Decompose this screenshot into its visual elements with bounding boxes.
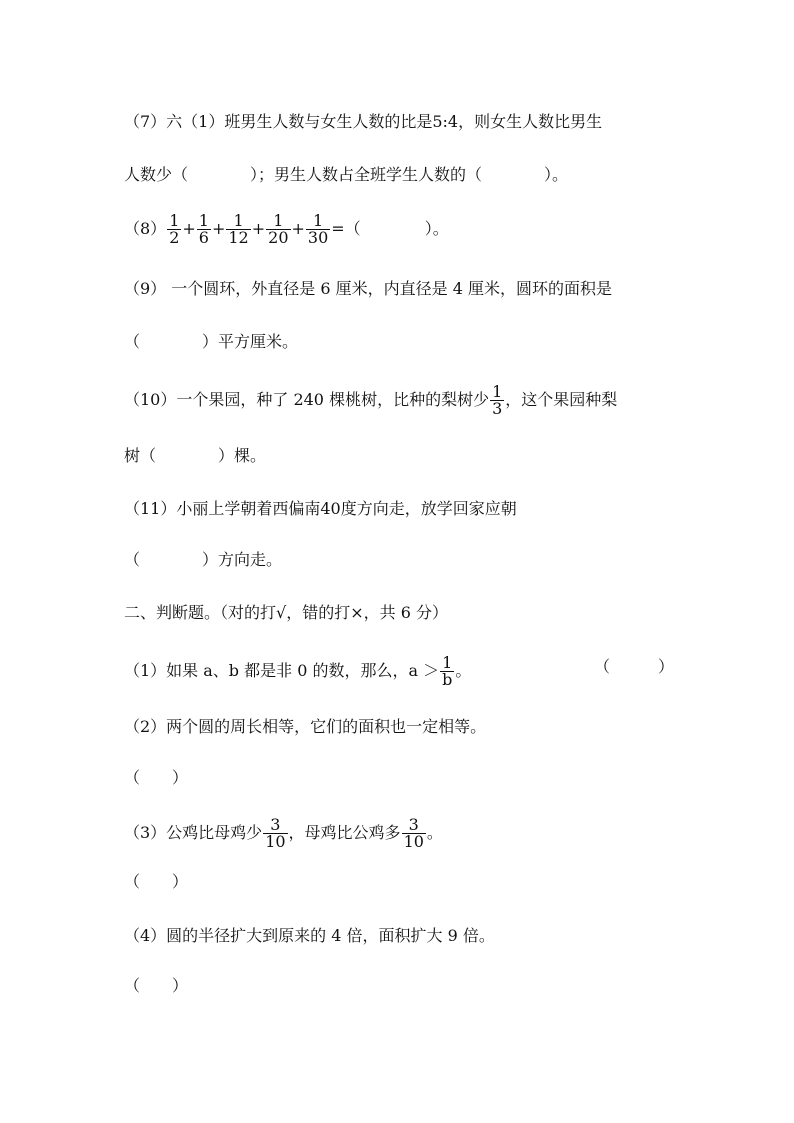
j1-fraction: $\frac{1}{b}$ — [442, 653, 453, 689]
j3-text-b: ，母鸡比公鸡多 — [288, 823, 401, 842]
q11-line1: （11）小丽上学朝着西偏南40度方向走，放学回家应朝 — [124, 499, 517, 518]
q8-fraction-1: $\frac{1}{2}$ — [169, 211, 180, 247]
j3-text-a: （3）公鸡比母鸡少 — [124, 823, 263, 842]
j2-answer-paren[interactable]: （ ） — [124, 768, 189, 787]
q8-end: ）。 — [424, 219, 449, 238]
j3-fraction-1: $\frac{3}{10}$ — [265, 815, 286, 851]
q7-line2 — [124, 163, 568, 187]
section2-title: 二、判断题。（对的打√，错的打×，共 6 分） — [124, 603, 448, 622]
q7-text-c: ）。 — [544, 165, 569, 184]
q8-plus: + — [211, 219, 226, 238]
q8-plus: + — [251, 219, 266, 238]
q11-line2 — [124, 548, 282, 572]
q9-line2 — [124, 330, 298, 354]
q8-eq: =（ — [331, 219, 361, 238]
q8-line — [124, 213, 449, 246]
q8-fraction-3: $\frac{1}{12}$ — [228, 211, 249, 247]
q8-fraction-4: $\frac{1}{20}$ — [268, 211, 289, 247]
q11-text-a: （ — [124, 550, 141, 569]
q7-text-b: ）；男生人数占全班学生人数的（ — [250, 165, 483, 184]
q7-text-a: 人数少（ — [124, 165, 189, 184]
q10-line2 — [124, 444, 266, 468]
q10-text-a: （10）一个果园，种了 240 棵桃树，比种的梨树少 — [124, 390, 490, 409]
q10-fraction: $\frac{1}{3}$ — [492, 382, 503, 418]
j3-line — [124, 817, 443, 850]
q8-plus: + — [291, 219, 305, 238]
j4-text: （4）圆的半径扩大到原来的 4 倍，面积扩大 9 倍。 — [124, 926, 495, 945]
q8-prefix: （8） — [124, 219, 167, 238]
q10-text-b: ，这个果园种梨 — [505, 390, 618, 409]
j1-line — [124, 655, 471, 688]
j2-text: （2）两个圆的周长相等，它们的面积也一定相等。 — [124, 717, 487, 736]
q9-text-b: ）平方厘米。 — [202, 332, 299, 351]
q10-line1 — [124, 384, 617, 417]
q9-line1: （9） 一个圆环，外直径是 6 厘米，内直径是 4 厘米，圆环的面积是 — [124, 279, 612, 298]
q10-text-d: ）棵。 — [218, 446, 267, 465]
q11-text-b: ）方向走。 — [202, 550, 283, 569]
q10-text-c: 树（ — [124, 446, 157, 465]
q9-text-a: （ — [124, 332, 141, 351]
j1-text-a: （1）如果 a、b 都是非 0 的数，那么，a ＞ — [124, 661, 440, 680]
q8-fraction-5: $\frac{1}{30}$ — [307, 211, 329, 247]
q8-plus: + — [182, 219, 196, 238]
j3-text-c: 。 — [426, 823, 443, 842]
j1-text-b: 。 — [455, 661, 472, 680]
j3-fraction-2: $\frac{3}{10}$ — [403, 815, 424, 851]
q7-line1: （7）六（1）班男生人数与女生人数的比是5:4，则女生人数比男生 — [124, 112, 603, 131]
j4-answer-paren[interactable]: （ ） — [124, 976, 189, 995]
j3-answer-paren[interactable]: （ ） — [124, 872, 189, 891]
j1-answer-paren[interactable]: （ ） — [594, 657, 675, 676]
q8-fraction-2: $\frac{1}{6}$ — [198, 211, 209, 247]
